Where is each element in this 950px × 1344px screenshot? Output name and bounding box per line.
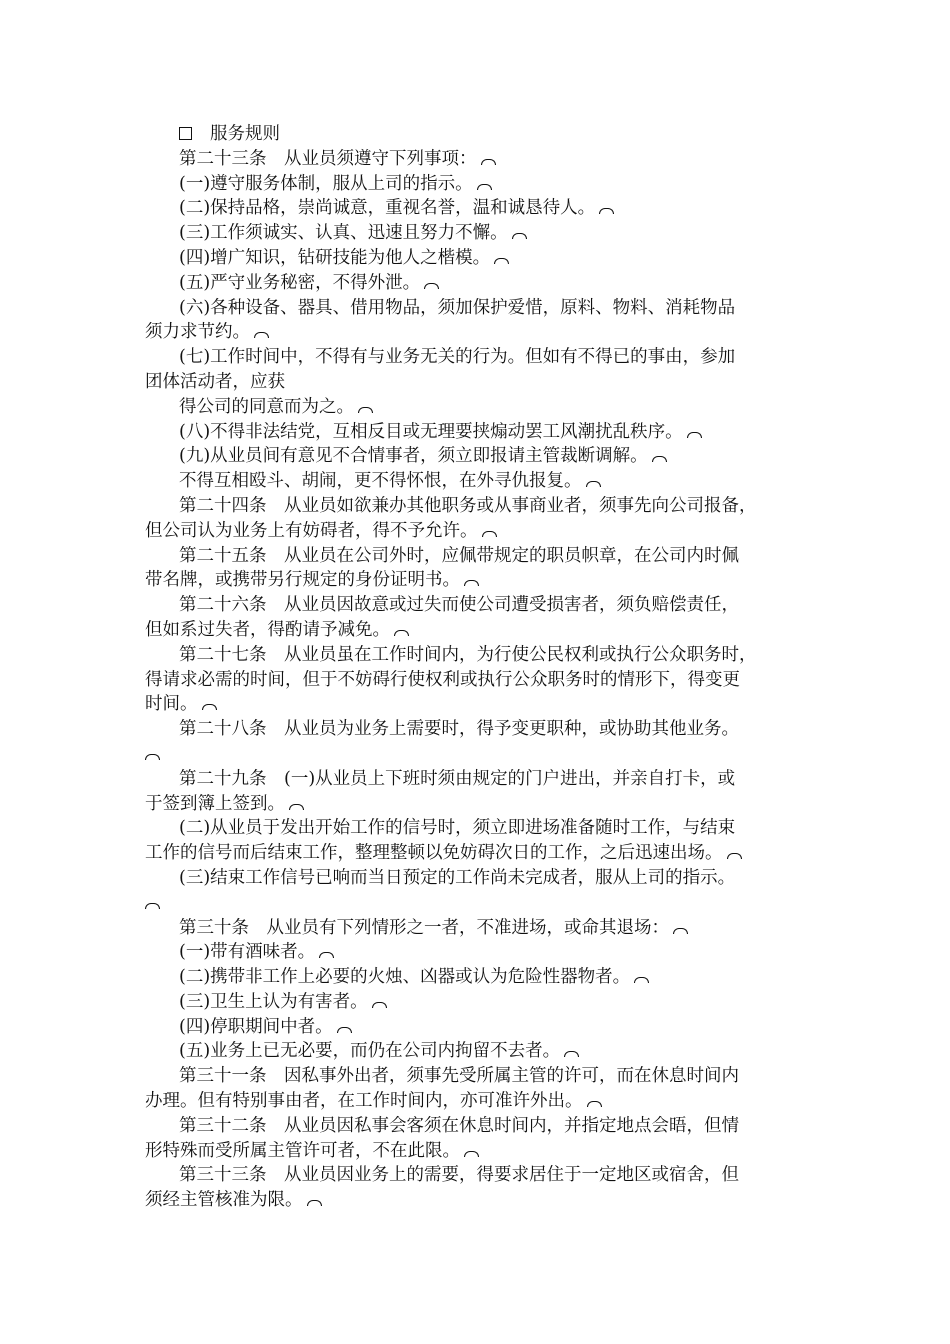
line-text: 带名牌，或携带另行规定的身份证明书。: [145, 570, 460, 591]
paragraph-mark-icon: [464, 1151, 479, 1157]
document-line: [145, 172, 815, 197]
document-line: [145, 519, 815, 544]
document-line: [145, 1039, 815, 1064]
paragraph-mark-icon: [482, 531, 497, 537]
paragraph-mark-icon: [564, 1051, 579, 1057]
paragraph-mark-icon: [634, 977, 649, 983]
paragraph-mark-icon: [586, 481, 601, 487]
document-line: [145, 965, 815, 990]
document-line: [145, 816, 815, 841]
document-line: [145, 1064, 815, 1089]
paragraph-mark-icon: [289, 804, 304, 810]
section-heading: [145, 122, 815, 147]
document-line: [145, 494, 815, 519]
paragraph-mark-icon: [464, 580, 479, 586]
paragraph-mark-icon: [477, 184, 492, 190]
document-line: [145, 370, 815, 395]
document-line: [145, 792, 815, 817]
document-line: [145, 271, 815, 296]
paragraph-mark-icon: [372, 1002, 387, 1008]
paragraph-mark-icon: [307, 1200, 322, 1206]
document-line: [145, 1089, 815, 1114]
line-text: 但公司认为业务上有妨碍者，得不予允许。: [145, 520, 478, 541]
line-text: (四)增广知识，钻研技能为他人之楷模。: [179, 247, 491, 268]
section-heading-text: 服务规则: [210, 124, 280, 144]
document-line: [145, 891, 815, 916]
paragraph-mark-icon: [512, 233, 527, 239]
document-line: [145, 990, 815, 1015]
line-text: 第三十条 从业员有下列情形之一者，不准进场，或命其退场：: [179, 917, 669, 938]
paragraph-mark-icon: [481, 159, 496, 165]
document-line: [145, 916, 815, 941]
line-text: 第二十八条 从业员为业务上需要时，得予变更职种，或协助其他业务。: [179, 719, 739, 740]
document-line: [145, 196, 815, 221]
line-text: (六)各种设备、器具、借用物品，须加保护爱惜，原料、物料、消耗物品: [179, 297, 736, 318]
line-text: 不得互相殴斗、胡闹，更不得怀恨，在外寻仇报复。: [179, 471, 582, 492]
line-text: 得公司的同意而为之。: [179, 396, 354, 417]
line-text: 第二十四条 从业员如欲兼办其他职务或从事商业者，须事先向公司报备，: [179, 495, 757, 516]
line-text: (三)卫生上认为有害者。: [179, 991, 368, 1012]
line-text: 第二十九条 (一)从业员上下班时须由规定的门户进出，并亲自打卡，或: [179, 768, 736, 789]
paragraph-mark-icon: [358, 407, 373, 413]
document-line: [145, 618, 815, 643]
document-line: [145, 320, 815, 345]
line-text: (五)业务上已无必要，而仍在公司内拘留不去者。: [179, 1041, 561, 1062]
line-text: (三)工作须诚实、认真、迅速且努力不懈。: [179, 223, 508, 244]
line-text: (二)保持品格，崇尚诚意，重视名誉，温和诚恳待人。: [179, 198, 596, 219]
line-text: 第三十三条 从业员因业务上的需要，得要求居住于一定地区或宿舍，但: [179, 1165, 739, 1186]
document-line: [145, 1188, 815, 1213]
document-line: [145, 742, 815, 767]
document-line: [145, 345, 815, 370]
checkbox-square-icon: [179, 127, 192, 140]
line-text: 第二十七条 从业员虽在工作时间内，为行使公民权利或执行公众职务时，: [179, 644, 757, 665]
paragraph-mark-icon: [424, 283, 439, 289]
line-text: 于签到簿上签到。: [145, 793, 285, 814]
rules-list: [145, 147, 815, 1213]
document-line: [145, 668, 815, 693]
document-line: [145, 717, 815, 742]
line-text: 第三十二条 从业员因私事会客须在休息时间内，并指定地点会晤，但情: [179, 1115, 739, 1136]
paragraph-mark-icon: [727, 853, 742, 859]
document-line: [145, 692, 815, 717]
line-text: 时间。: [145, 694, 198, 715]
document-line: [145, 469, 815, 494]
line-text: 第三十一条 因私事外出者，须事先受所属主管的许可，而在休息时间内: [179, 1066, 739, 1087]
paragraph-mark-icon: [394, 630, 409, 636]
line-text: (九)从业员间有意见不合情事者，须立即报请主管裁断调解。: [179, 446, 648, 467]
document-line: [145, 767, 815, 792]
document-line: [145, 643, 815, 668]
document-line: [145, 544, 815, 569]
paragraph-mark-icon: [337, 1027, 352, 1033]
line-text: 但如系过失者，得酌请予减免。: [145, 619, 390, 640]
line-text: 须力求节约。: [145, 322, 250, 343]
document-line: [145, 940, 815, 965]
document-line: [145, 841, 815, 866]
line-text: (一)遵守服务体制，服从上司的指示。: [179, 173, 473, 194]
paragraph-mark-icon: [599, 208, 614, 214]
document-line: [145, 1015, 815, 1040]
document-line: [145, 593, 815, 618]
paragraph-mark-icon: [652, 456, 667, 462]
line-text: (一)带有酒味者。: [179, 942, 316, 963]
line-text: 办理。但有特别事由者，在工作时间内，亦可准许外出。: [145, 1091, 583, 1112]
paragraph-mark-icon: [254, 332, 269, 338]
document-line: [145, 395, 815, 420]
line-text: 团体活动者，应获: [145, 371, 285, 392]
line-text: (二)携带非工作上必要的火烛、凶器或认为危险性器物者。: [179, 967, 631, 988]
document-line: [145, 420, 815, 445]
line-text: (七)工作时间中，不得有与业务无关的行为。但如有不得已的事由，参加: [179, 347, 736, 368]
line-text: (二)从业员于发出开始工作的信号时，须立即进场准备随时工作，与结束: [179, 818, 736, 839]
line-text: (三)结束工作信号已响而当日预定的工作尚未完成者，服从上司的指示。: [179, 867, 736, 888]
paragraph-mark-icon: [145, 754, 160, 760]
line-text: (八)不得非法结党，互相反目或无理要挟煽动罢工风潮扰乱秩序。: [179, 421, 683, 442]
line-text: 第二十五条 从业员在公司外时，应佩带规定的职员帜章，在公司内时佩: [179, 545, 739, 566]
document-line: [145, 1139, 815, 1164]
line-text: 须经主管核准为限。: [145, 1190, 303, 1211]
paragraph-mark-icon: [494, 258, 509, 264]
document-line: [145, 246, 815, 271]
paragraph-mark-icon: [319, 952, 334, 958]
line-text: 形特殊而受所属主管许可者，不在此限。: [145, 1140, 460, 1161]
document-line: [145, 221, 815, 246]
document-line: [145, 1163, 815, 1188]
paragraph-mark-icon: [687, 432, 702, 438]
document-line: [145, 1114, 815, 1139]
paragraph-mark-icon: [145, 903, 160, 909]
line-text: 第二十六条 从业员因故意或过失而使公司遭受损害者，须负赔偿责任，: [179, 595, 739, 616]
paragraph-mark-icon: [202, 704, 217, 710]
line-text: 得请求必需的时间，但于不妨碍行使权利或执行公众职务时的情形下，得变更: [145, 669, 740, 690]
document-line: [145, 147, 815, 172]
paragraph-mark-icon: [587, 1101, 602, 1107]
line-text: (五)严守业务秘密，不得外泄。: [179, 272, 421, 293]
line-text: 第二十三条 从业员须遵守下列事项：: [179, 148, 477, 169]
line-text: (四)停职期间中者。: [179, 1016, 333, 1037]
document-line: [145, 444, 815, 469]
line-text: 工作的信号而后结束工作，整理整顿以免妨碍次日的工作，之后迅速出场。: [145, 843, 723, 864]
document-line: [145, 866, 815, 891]
document-body: [145, 122, 815, 1213]
document-line: [145, 296, 815, 321]
paragraph-mark-icon: [673, 928, 688, 934]
document-line: [145, 568, 815, 593]
